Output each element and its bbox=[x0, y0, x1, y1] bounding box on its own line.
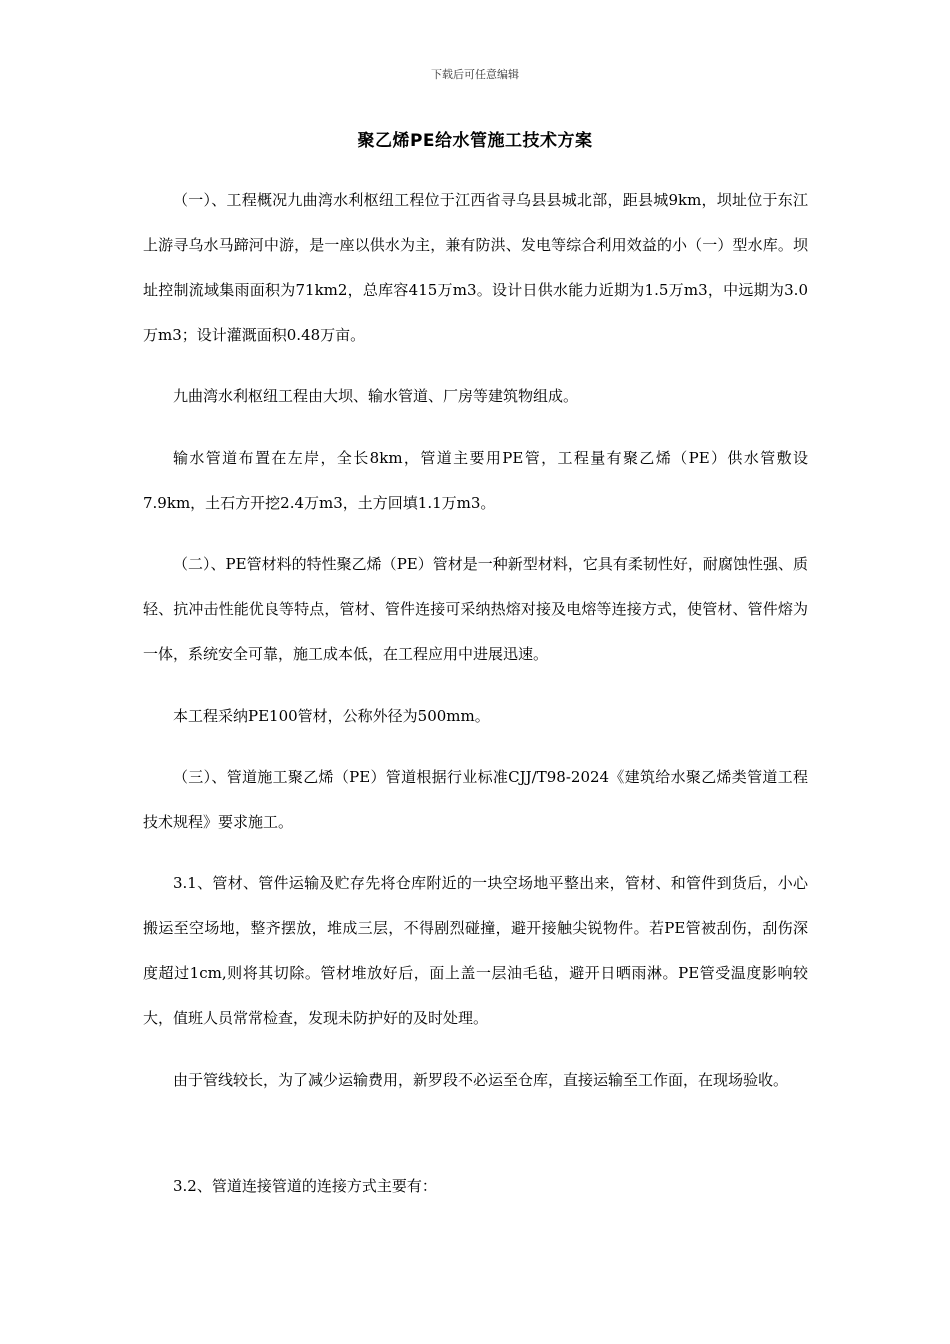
paragraph: 输水管道布置在左岸，全长8km，管道主要用PE管，工程量有聚乙烯（PE）供水管敷设7.9km，土石方开挖2.4万m3，土方回填1.1万m3。 bbox=[143, 449, 808, 512]
paragraph-composition bbox=[143, 374, 808, 419]
paragraph-construction bbox=[143, 755, 808, 845]
paragraph: 由于管线较长，为了减少运输费用，新罗段不必运至仓库，直接运输至工作面，在现场验收。 bbox=[173, 1071, 789, 1089]
paragraph-pe100 bbox=[143, 694, 808, 739]
paragraph-direct-transport bbox=[143, 1058, 808, 1103]
paragraph-pipeline bbox=[143, 436, 808, 526]
paragraph-pipe-connection bbox=[143, 1164, 808, 1209]
paragraph: 3.2、管道连接管道的连接方式主要有： bbox=[173, 1177, 437, 1195]
paragraph: （一）、工程概况九曲湾水利枢纽工程位于江西省寻乌县县城北部，距县城9km，坝址位于东江上游寻乌水马蹄河中游，是一座以供水为主，兼有防洪、发电等综合利用效益的小（一）型水库。坝址控制流域集雨面积为71km2，总库容415万m3。设计日供水能力近期为1.5万m3，中远期为3.0万m3；设计灌溉面积0.48万亩。 bbox=[143, 191, 808, 344]
header-note: 下载后可任意编辑 bbox=[431, 68, 519, 81]
paragraph: （三）、管道施工聚乙烯（PE）管道根据行业标准CJJ/T98-2024《建筑给水聚乙烯类管道工程技术规程》要求施工。 bbox=[143, 768, 808, 831]
paragraph: 3.1、管材、管件运输及贮存先将仓库附近的一块空场地平整出来，管材、和管件到货后，小心搬运至空场地，整齐摆放，堆成三层，不得剧烈碰撞，避开接触尖锐物件。若PE管被刮伤，刮伤深度超过1cm,则将其切除。管材堆放好后，面上盖一层油毛毡，避开日晒雨淋。PE管受温度影响较大，值班人员常常检查，发现未防护好的及时处理。 bbox=[143, 874, 808, 1027]
paragraph-project-overview bbox=[143, 178, 808, 358]
paragraph-pe-properties bbox=[143, 542, 808, 677]
paragraph: （二）、PE管材料的特性聚乙烯（PE）管材是一种新型材料，它具有柔韧性好，耐腐蚀性强、质轻、抗冲击性能优良等特点，管材、管件连接可采纳热熔对接及电熔等连接方式，使管材、管件熔为一体，系统安全可靠，施工成本低，在工程应用中进展迅速。 bbox=[143, 555, 808, 663]
document-title: 聚乙烯PE给水管施工技术方案 bbox=[357, 131, 593, 151]
paragraph: 九曲湾水利枢纽工程由大坝、输水管道、厂房等建筑物组成。 bbox=[173, 387, 579, 405]
paragraph-transport-storage bbox=[143, 861, 808, 1041]
paragraph: 本工程采纳PE100管材，公称外径为500mm。 bbox=[173, 707, 490, 725]
